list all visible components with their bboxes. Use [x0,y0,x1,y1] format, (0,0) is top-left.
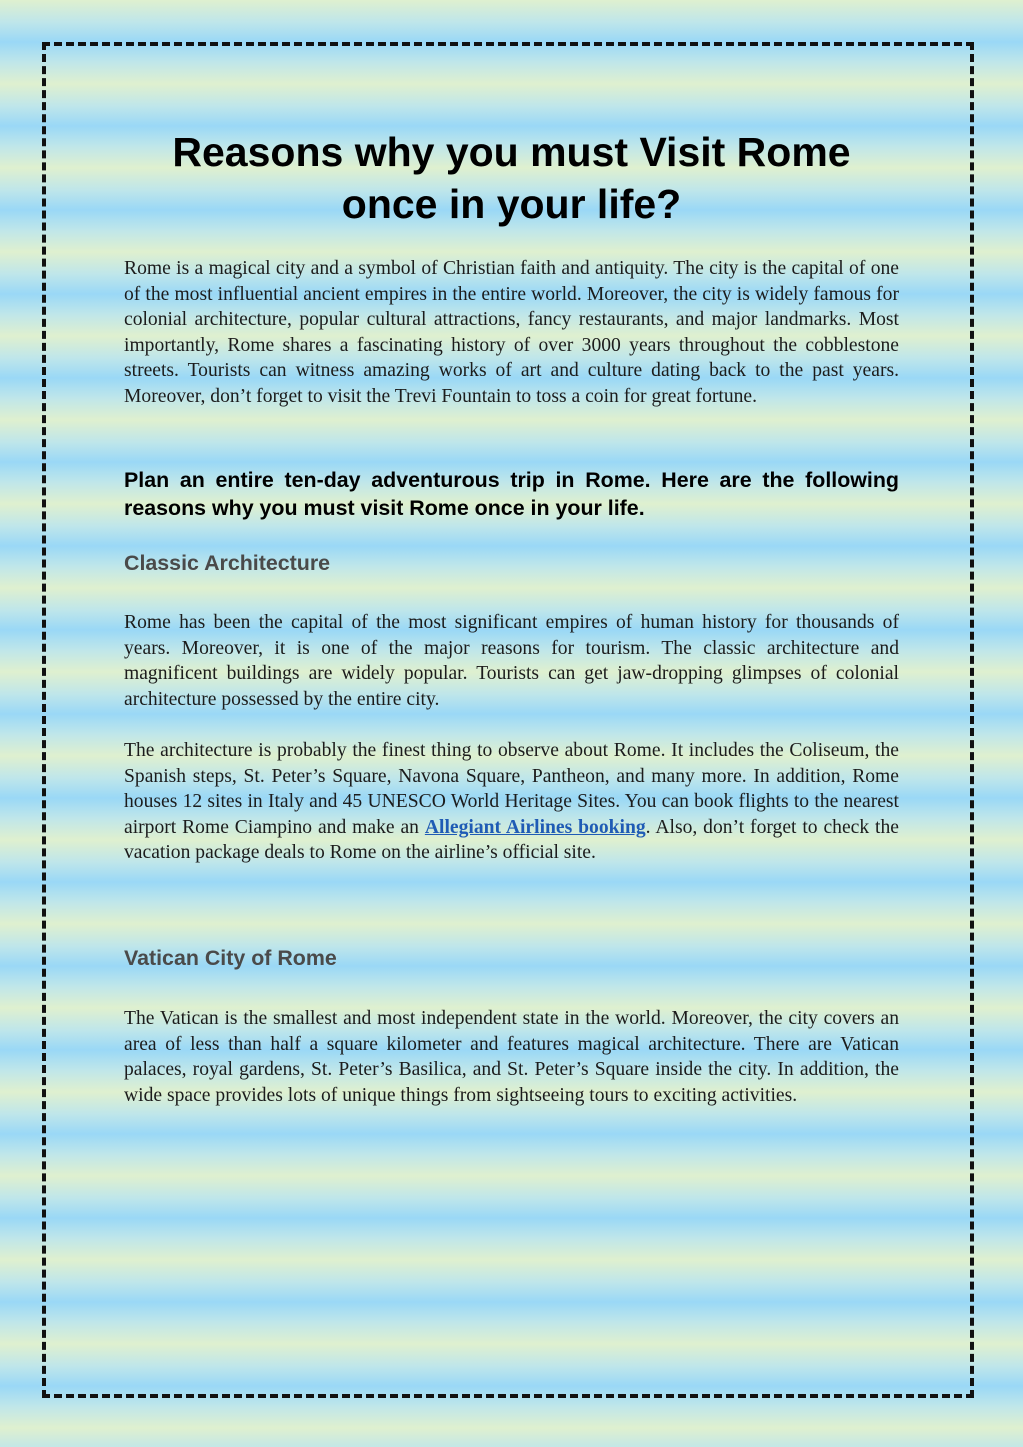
paragraph-text: The architecture is probably the finest thing to observe about Rome. It includes the Coliseum, the Spanish steps, St. Peter’s Square, Navona Square, Pantheon, and many more. In addition, Rome houses 12 sites in Italy and 45 UNESCO World Heritage Sites. You can book flights to the nearest airport Rome Ciampino and make an [124,740,899,838]
intro-paragraph: Rome is a magical city and a symbol of Christian faith and antiquity. The city is the capital of one of the most influential ancient empires in the entire world. Moreover, the city is widely famous for colonial architecture, popular cultural attractions, fancy restaurants, and major landmarks. Most importantly, Rome shares a fascinating history of over 3000 years throughout the cobblestone streets. Tourists can witness amazing works of art and culture dating back to the past years. Moreover, don’t forget to visit the Trevi Fountain to toss a coin for great fortune. [124,258,899,407]
classic-architecture-paragraph-2 [124,738,899,866]
section-heading-vatican-city: Vatican City of Rome [124,946,337,970]
paragraph-text: . Also, don’t forget to check the vacation package deals to Rome on the airline’s official site. [124,816,899,864]
classic-architecture-paragraph-1: Rome has been the capital of the most significant empires of human history for thousands of years. Moreover, it is one of the major reasons for tourism. The classic architecture and magnificent buildings are widely popular. Tourists can get jaw-dropping glimpses of colonial architecture possessed by the entire city. [124,612,899,710]
page-title: Reasons why you must Visit Rome once in your life? [172,129,851,227]
allegiant-airlines-booking-link[interactable]: Allegiant Airlines booking [424,816,646,838]
page-border [42,42,974,1398]
section-heading-classic-architecture: Classic Architecture [124,551,331,575]
vatican-city-paragraph: The Vatican is the smallest and most independent state in the world. Moreover, the city covers an area of less than half a square kilometer and features magical architecture. There are Vatican palaces, royal gardens, St. Peter’s Basilica, and St. Peter’s Square inside the city. In addition, the wide space provides lots of unique things from sightseeing tours to exciting activities. [124,1008,899,1106]
lead-paragraph: Plan an entire ten-day adventurous trip in Rome. Here are the following reasons why you must visit Rome once in your life. [124,468,899,520]
